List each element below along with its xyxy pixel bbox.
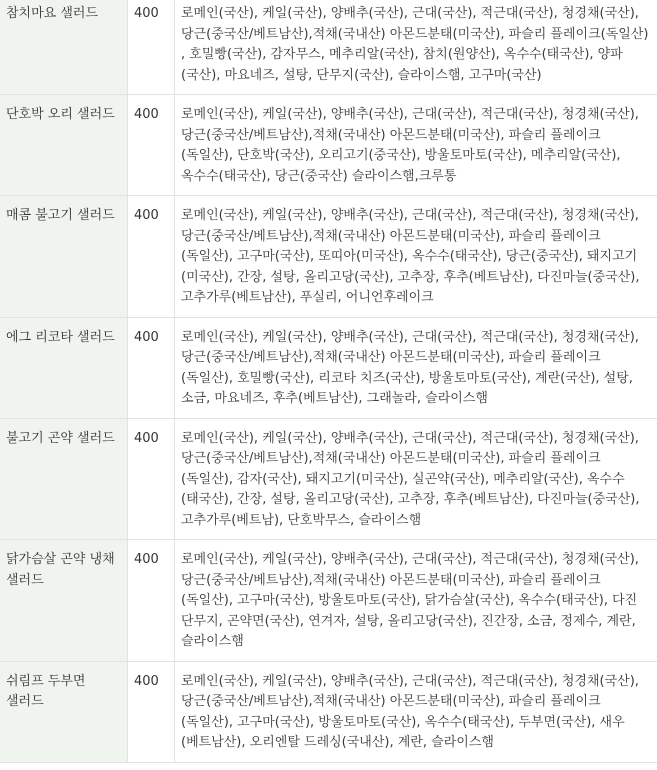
menu-name-cell: 에그 리코타 샐러드 xyxy=(0,317,128,418)
ingredients-cell: 로메인(국산), 케일(국산), 양배추(국산), 근대(국산), 적근대(국산), 청경채(국산), 당근(중국산/베트남산),적채(국내산) 아몬드분태(미국산), 파슬리 플레이크(독일산), 감자(국산), 돼지고기(미국산), 실곤약(국산), 메추리알(국산), 옥수수(태국산), 간장, 설탕, 올리고당(국산), 고추장, 후추(베트남산), 다진마늘(중국산), 고추가루(베트남), 단호박무스, 슬라이스햄 xyxy=(175,418,657,540)
table-row xyxy=(0,95,657,196)
table-row xyxy=(0,317,657,418)
calorie-cell: 400 xyxy=(128,196,175,318)
menu-name-cell: 참치마요 샐러드 xyxy=(0,0,128,95)
table-row xyxy=(0,540,657,662)
ingredients-cell: 로메인(국산), 케일(국산), 양배추(국산), 근대(국산), 적근대(국산), 청경채(국산), 당근(중국산/베트남산),적채(국내산) 아몬드분태(미국산), 파슬리 플레이크(독일산), 고구마(국산), 방울토마토(국산), 옥수수(태국산), 두부면(국산), 새우(베트남산), 오리엔탈 드레싱(국내산), 계란, 슬라이스햄 xyxy=(175,661,657,762)
menu-name-cell: 불고기 곤약 샐러드 xyxy=(0,418,128,540)
menu-name-cell: 매콤 불고기 샐러드 xyxy=(0,196,128,318)
calorie-cell: 400 xyxy=(128,95,175,196)
calorie-cell: 400 xyxy=(128,661,175,762)
calorie-cell: 400 xyxy=(128,317,175,418)
calorie-cell: 400 xyxy=(128,540,175,662)
calorie-cell: 400 xyxy=(128,0,175,95)
menu-name-cell: 단호박 오리 샐러드 xyxy=(0,95,128,196)
table-row xyxy=(0,418,657,540)
table-row xyxy=(0,196,657,318)
ingredients-cell: 로메인(국산), 케일(국산), 양배추(국산), 근대(국산), 적근대(국산), 청경채(국산), 당근(중국산/베트남산),적채(국내산) 아몬드분태(미국산), 파슬리 플레이크(독일산) , 호밀빵(국산), 감자무스, 메추리알(국산), 참치(원양산), 옥수수(태국산), 양파(국산), 마요네즈, 설탕, 단무지(국산), 슬라이스햄, 고구마(국산) xyxy=(175,0,657,95)
ingredients-cell: 로메인(국산), 케일(국산), 양배추(국산), 근대(국산), 적근대(국산), 청경채(국산), 당근(중국산/베트남산),적채(국내산) 아몬드분태(미국산), 파슬리 플레이크(독일산), 고구마(국산), 또띠아(미국산), 옥수수(태국산), 당근(중국산), 돼지고기(미국산), 간장, 설탕, 올리고당(국산), 고추장, 후추(베트남산), 다진마늘(중국산), 고추가루(베트남산), 푸실리, 어니언후레이크 xyxy=(175,196,657,318)
menu-name-cell: 닭가슴살 곤약 냉채 샐러드 xyxy=(0,540,128,662)
table-row xyxy=(0,0,657,95)
menu-name-cell: 쉬림프 두부면 샐러드 xyxy=(0,661,128,762)
ingredients-cell: 로메인(국산), 케일(국산), 양배추(국산), 근대(국산), 적근대(국산), 청경채(국산), 당근(중국산/베트남산),적채(국내산) 아몬드분태(미국산), 파슬리 플레이크(독일산), 호밀빵(국산), 리코타 치즈(국산), 방울토마토(국산), 계란(국산), 설탕, 소금, 마요네즈, 후추(베트남산), 그래놀라, 슬라이스햄 xyxy=(175,317,657,418)
ingredients-cell: 로메인(국산), 케일(국산), 양배추(국산), 근대(국산), 적근대(국산), 청경채(국산), 당근(중국산/베트남산),적채(국내산) 아몬드분태(미국산), 파슬리 플레이크(독일산), 단호박(국산), 오리고기(중국산), 방울토마토(국산), 메추리알(국산), 옥수수(태국산), 당근(중국산) 슬라이스햄,크루통 xyxy=(175,95,657,196)
ingredients-cell: 로메인(국산), 케일(국산), 양배추(국산), 근대(국산), 적근대(국산), 청경채(국산), 당근(중국산/베트남산),적채(국내산) 아몬드분태(미국산), 파슬리 플레이크(독일산), 고구마(국산), 방울토마토(국산), 닭가슴살(국산), 옥수수(태국산), 다진 단무지, 곤약면(국산), 연겨자, 설탕, 올리고당(국산), 진간장, 소금, 정제수, 계란,슬라이스햄 xyxy=(175,540,657,662)
table-row xyxy=(0,661,657,762)
calorie-cell: 400 xyxy=(128,418,175,540)
